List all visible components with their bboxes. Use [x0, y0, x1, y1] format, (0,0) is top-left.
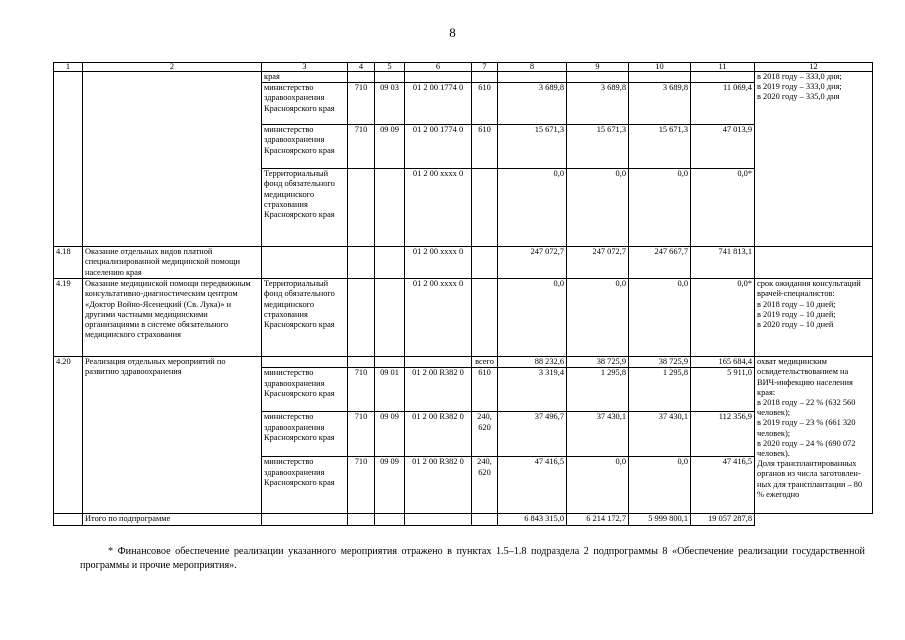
table-row — [54, 72, 873, 83]
col-header: 8 — [498, 63, 567, 72]
grbs-cell: 710 — [348, 125, 375, 169]
grbs-cell: 710 — [348, 457, 375, 514]
rzpr-cell: 09 03 — [375, 83, 405, 125]
value-cell: 0,0* — [691, 279, 755, 357]
item-name: Оказание медицинской помощи передвижным консультативно-диагностическим центром «Доктор Войно-Ясенецкий (Св. Лука)» и другими частными медицинскими организациями в системе обязательного медицинского страхования — [83, 279, 262, 357]
vr-cell: 610 — [472, 368, 498, 412]
value-cell: 0,0* — [691, 169, 755, 247]
vr-cell: 240, 620 — [472, 457, 498, 514]
item-number: 4.19 — [54, 279, 83, 357]
col-header: 4 — [348, 63, 375, 72]
value-cell: 3 319,4 — [498, 368, 567, 412]
csr-cell: 01 2 00 хххх 0 — [405, 247, 472, 279]
value-cell: 165 684,4 — [691, 357, 755, 368]
value-cell: 0,0 — [567, 279, 629, 357]
col-header: 11 — [691, 63, 755, 72]
executor-cell: министерство здравоохранения Красноярского края — [262, 368, 348, 412]
csr-cell: 01 2 00 хххх 0 — [405, 169, 472, 247]
value-cell: 247 072,7 — [498, 247, 567, 279]
executor-cell: министерство здравоохранения Красноярского края — [262, 125, 348, 169]
vr-cell: всего — [472, 357, 498, 368]
col-header: 7 — [472, 63, 498, 72]
total-value: 6 214 172,7 — [567, 514, 629, 525]
value-cell: 37 430,1 — [629, 412, 691, 457]
item-name: Реализация отдельных мероприятий по развитию здравоохранения — [83, 357, 262, 514]
executor-cell: министерство здравоохранения Красноярского края — [262, 457, 348, 514]
value-cell: 0,0 — [567, 169, 629, 247]
value-cell: 0,0 — [498, 169, 567, 247]
total-value: 19 057 287,8 — [691, 514, 755, 525]
value-cell: 37 430,1 — [567, 412, 629, 457]
value-cell: 0,0 — [567, 457, 629, 514]
value-cell: 1 295,8 — [567, 368, 629, 412]
value-cell: 47 013,9 — [691, 125, 755, 169]
executor-cell: министерство здравоохранения Красноярского края — [262, 412, 348, 457]
value-cell: 88 232,6 — [498, 357, 567, 368]
value-cell: 37 496,7 — [498, 412, 567, 457]
value-cell: 15 671,3 — [567, 125, 629, 169]
rzpr-cell: 09 09 — [375, 412, 405, 457]
vr-cell: 610 — [472, 83, 498, 125]
col-header: 9 — [567, 63, 629, 72]
value-cell: 3 689,8 — [498, 83, 567, 125]
total-value: 5 999 800,1 — [629, 514, 691, 525]
grbs-cell: 710 — [348, 412, 375, 457]
csr-cell: 01 2 00 хххх 0 — [405, 279, 472, 357]
footnote: * Финансовое обеспечение реализации указанного мероприятия отражено в пунктах 1.5–1.8 подраздела 2 подпрограммы 8 «Обеспечение реализации государственной программы и прочие мероприятия». — [80, 546, 865, 571]
csr-cell: 01 2 00 R382 0 — [405, 412, 472, 457]
value-cell: 0,0 — [629, 169, 691, 247]
col-header: 3 — [262, 63, 348, 72]
value-cell: 247 072,7 — [567, 247, 629, 279]
csr-cell: 01 2 00 R382 0 — [405, 368, 472, 412]
col-header: 6 — [405, 63, 472, 72]
vr-cell: 240, 620 — [472, 412, 498, 457]
value-cell: 47 416,5 — [691, 457, 755, 514]
value-cell: 47 416,5 — [498, 457, 567, 514]
executor-cell: края — [262, 72, 348, 83]
col-header: 10 — [629, 63, 691, 72]
executor-cell: Территориальный фонд обязательного медицинского страхования Красноярского края — [262, 279, 348, 357]
value-cell: 15 671,3 — [498, 125, 567, 169]
csr-cell: 01 2 00 1774 0 — [405, 125, 472, 169]
value-cell: 1 295,8 — [629, 368, 691, 412]
table-row — [54, 357, 873, 368]
result-cell: в 2018 году – 333,0 дня; в 2019 году – 333,0 дня; в 2020 году – 335,0 дня — [755, 72, 873, 247]
value-cell: 15 671,3 — [629, 125, 691, 169]
table-row — [54, 279, 873, 357]
value-cell: 741 813,1 — [691, 247, 755, 279]
value-cell: 0,0 — [498, 279, 567, 357]
csr-cell: 01 2 00 1774 0 — [405, 83, 472, 125]
value-cell: 0,0 — [629, 457, 691, 514]
item-name: Оказание отдельных видов платной специализированной медицинской помощи населению края — [83, 247, 262, 279]
result-cell: срок ожидания консультаций врачей-специалистов: в 2018 году – 10 дней; в 2019 году – 10 дней; в 2020 году – 10 дней — [755, 279, 873, 357]
total-value: 6 843 315,0 — [498, 514, 567, 525]
item-number: 4.18 — [54, 247, 83, 279]
value-cell: 0,0 — [629, 279, 691, 357]
vr-cell: 610 — [472, 125, 498, 169]
grbs-cell: 710 — [348, 368, 375, 412]
value-cell: 112 356,9 — [691, 412, 755, 457]
total-row — [54, 514, 873, 525]
rzpr-cell: 09 09 — [375, 457, 405, 514]
csr-cell: 01 2 00 R382 0 — [405, 457, 472, 514]
grbs-cell: 710 — [348, 83, 375, 125]
program-table — [53, 62, 873, 526]
value-cell: 247 667,7 — [629, 247, 691, 279]
col-header: 1 — [54, 63, 83, 72]
page-number: 8 — [449, 25, 456, 40]
rzpr-cell: 09 09 — [375, 125, 405, 169]
value-cell: 38 725,9 — [567, 357, 629, 368]
executor-cell: министерство здравоохранения Красноярского края — [262, 83, 348, 125]
value-cell: 5 911,0 — [691, 368, 755, 412]
value-cell: 38 725,9 — [629, 357, 691, 368]
value-cell: 3 689,8 — [629, 83, 691, 125]
value-cell: 11 069,4 — [691, 83, 755, 125]
rzpr-cell: 09 01 — [375, 368, 405, 412]
executor-cell: Территориальный фонд обязательного медицинского страхования Красноярского края — [262, 169, 348, 247]
col-header: 5 — [375, 63, 405, 72]
total-label: Итого по подпрограмме — [83, 514, 262, 525]
column-number-row — [54, 63, 873, 72]
result-cell: охват медицинским освидетельствованием на ВИЧ-инфекцию населения края: в 2018 году – 22 % (632 560 человек); в 2019 году – 23 % (661 320 человек); в 2020 году – 24 % (690 072 человек). Доля трансплантированных органов из числа заготовлен-ных для трансплантации – 80 % ежегодно — [755, 357, 873, 514]
table-row — [54, 247, 873, 279]
value-cell: 3 689,8 — [567, 83, 629, 125]
col-header: 12 — [755, 63, 873, 72]
item-number: 4.20 — [54, 357, 83, 514]
col-header: 2 — [83, 63, 262, 72]
